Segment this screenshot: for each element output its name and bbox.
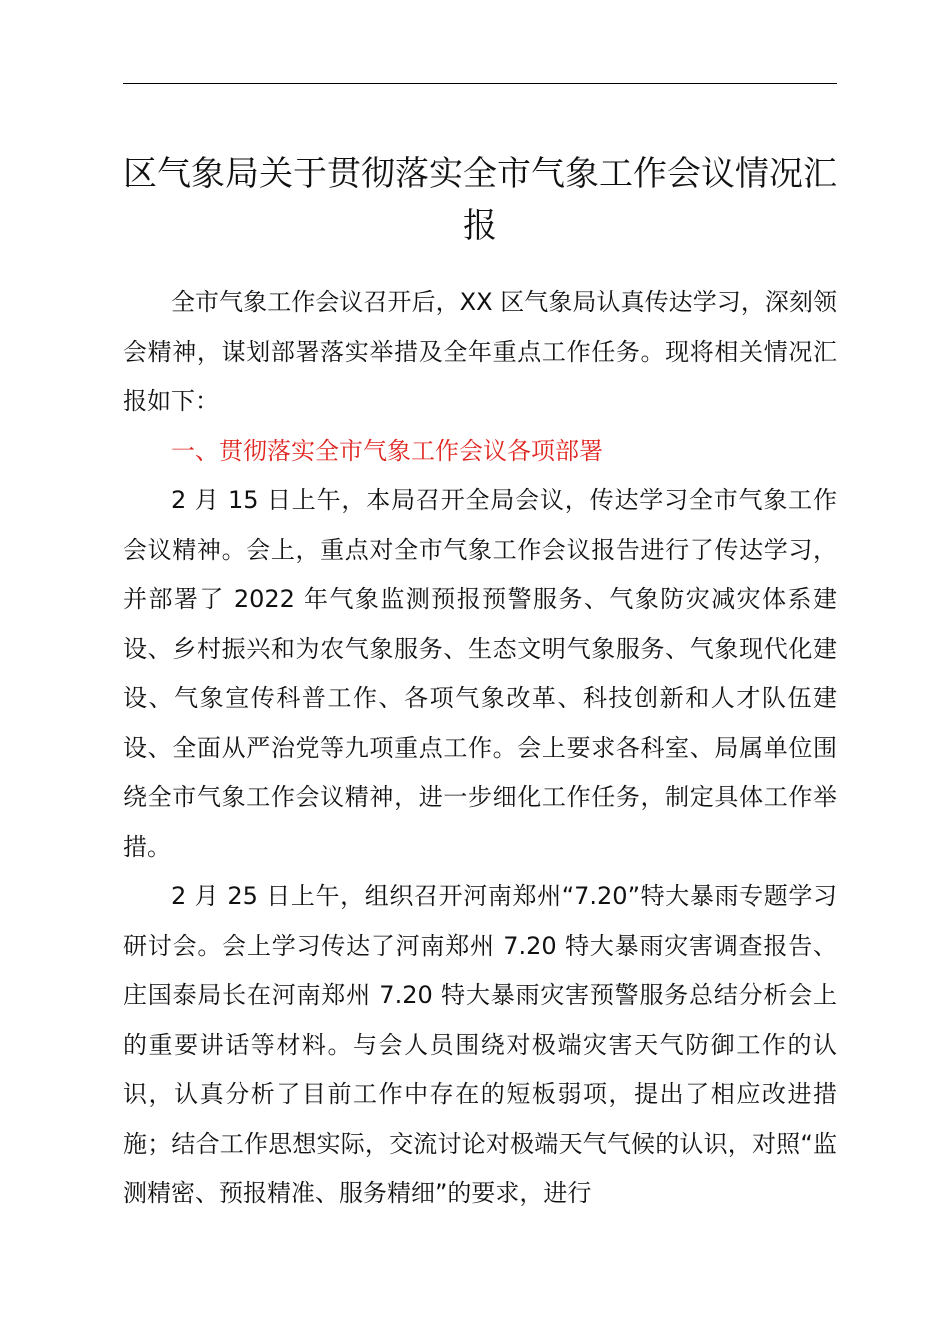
document-title: 区气象局关于贯彻落实全市气象工作会议情况汇报: [123, 154, 837, 246]
body-paragraph-1: 2 月 15 日上午，本局召开全局会议，传达学习全市气象工作会议精神。会上，重点对全市气象工作会议报告进行了传达学习，并部署了 2022 年气象监测预报预警服务、气象防灾减灾体系建设、乡村振兴和为农气象服务、生态文明气象服务、气象现代化建设、气象宣传科普工作、各项气象改革、科技创新和人才队伍建设、全面从严治党等九项重点工作。会上要求各科室、局属单位围绕全市气象工作会议精神，进一步细化工作任务，制定具体工作举措。: [123, 486, 837, 861]
document-body: [123, 278, 837, 1219]
intro-paragraph: 全市气象工作会议召开后，XX 区气象局认真传达学习，深刻领会精神，谋划部署落实举措及全年重点工作任务。现将相关情况汇报如下：: [123, 288, 837, 415]
body-paragraph-2: 2 月 25 日上午，组织召开河南郑州“7.20”特大暴雨专题学习研讨会。会上学习传达了河南郑州 7.20 特大暴雨灾害调查报告、庄国泰局长在河南郑州 7.20 特大暴雨灾害预警服务总结分析会上的重要讲话等材料。与会人员围绕对极端灾害天气防御工作的认识，认真分析了目前工作中存在的短板弱项，提出了相应改进措施；结合工作思想实际，交流讨论对极端天气气候的认识，对照“监测精密、预报精准、服务精细”的要求，进行: [123, 882, 837, 1207]
header-rule: [123, 83, 837, 84]
section-heading-1: 一、贯彻落实全市气象工作会议各项部署: [171, 436, 603, 465]
